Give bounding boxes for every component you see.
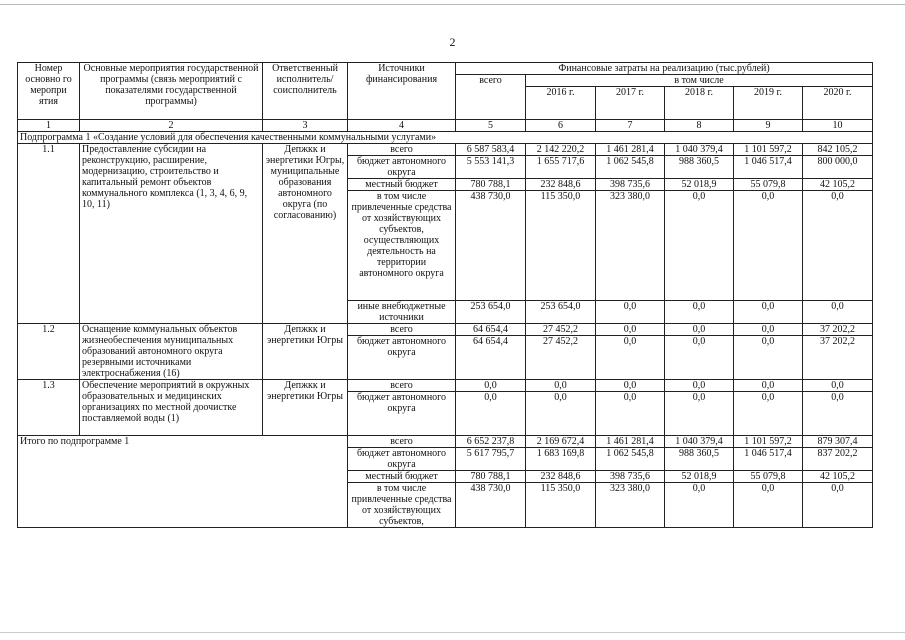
total-label: Итого по подпрограмме 1 — [18, 436, 348, 528]
amount-cell: 800 000,0 — [803, 156, 873, 179]
amount-cell: 0,0 — [734, 392, 803, 436]
column-number: 2 — [80, 120, 263, 132]
funding-source: бюджет автономного округа — [348, 392, 456, 436]
header-col-executor: Ответственный исполнитель/ соисполнитель — [263, 63, 348, 120]
funding-source: всего — [348, 380, 456, 392]
activity-number: 1.1 — [18, 144, 80, 324]
funding-source: бюджет автономного округа — [348, 336, 456, 380]
header-col-num: Номер основно го меропри ятия — [18, 63, 80, 120]
amount-cell: 0,0 — [665, 301, 734, 324]
amount-cell: 2 169 672,4 — [526, 436, 596, 448]
activity-number: 1.3 — [18, 380, 80, 436]
amount-cell: 0,0 — [456, 380, 526, 392]
funding-source: местный бюджет — [348, 179, 456, 191]
column-number: 1 — [18, 120, 80, 132]
amount-cell: 323 380,0 — [596, 191, 665, 301]
activity-description: Предоставление субсидии на реконструкцию, расширение, модернизацию, строительство и капитальный ремонт объектов коммунального комплекса (1, 3, 4, 6, 9, 10, 11) — [80, 144, 263, 324]
amount-cell: 37 202,2 — [803, 324, 873, 336]
amount-cell: 55 079,8 — [734, 471, 803, 483]
responsible-executor: Депжкк и энергетики Югры, муниципальные образования автономного округа (по согласованию) — [263, 144, 348, 324]
amount-cell: 0,0 — [734, 483, 803, 528]
header-col-source: Источники финансирования — [348, 63, 456, 120]
subprogram-title: Подпрограмма 1 «Создание условий для обеспечения качественными коммунальными услугами» — [18, 132, 873, 144]
amount-cell: 398 735,6 — [596, 179, 665, 191]
amount-cell: 0,0 — [456, 392, 526, 436]
amount-cell: 0,0 — [665, 483, 734, 528]
funding-source: местный бюджет — [348, 471, 456, 483]
financing-table — [17, 62, 873, 528]
amount-cell: 842 105,2 — [803, 144, 873, 156]
amount-cell: 0,0 — [734, 301, 803, 324]
amount-cell: 0,0 — [596, 301, 665, 324]
header-year: 2019 г. — [734, 87, 803, 120]
amount-cell: 55 079,8 — [734, 179, 803, 191]
amount-cell: 1 062 545,8 — [596, 156, 665, 179]
column-number: 4 — [348, 120, 456, 132]
table-row — [18, 380, 873, 392]
amount-cell: 64 654,4 — [456, 336, 526, 380]
amount-cell: 0,0 — [596, 380, 665, 392]
amount-cell: 52 018,9 — [665, 179, 734, 191]
header-col-including: в том числе — [526, 75, 873, 87]
amount-cell: 1 046 517,4 — [734, 448, 803, 471]
amount-cell: 1 040 379,4 — [665, 144, 734, 156]
amount-cell: 253 654,0 — [526, 301, 596, 324]
amount-cell: 1 461 281,4 — [596, 436, 665, 448]
scan-bottom-edge — [0, 632, 905, 633]
header-year: 2018 г. — [665, 87, 734, 120]
amount-cell: 52 018,9 — [665, 471, 734, 483]
amount-cell: 42 105,2 — [803, 471, 873, 483]
table-row — [18, 324, 873, 336]
amount-cell: 988 360,5 — [665, 448, 734, 471]
amount-cell: 232 848,6 — [526, 179, 596, 191]
amount-cell: 0,0 — [665, 392, 734, 436]
funding-source: всего — [348, 436, 456, 448]
funding-source: всего — [348, 324, 456, 336]
amount-cell: 1 040 379,4 — [665, 436, 734, 448]
funding-source: в том числе привлеченные средства от хозяйствующих субъектов, осуществляющих деятельность на территории автономного округа — [348, 191, 456, 301]
amount-cell: 253 654,0 — [456, 301, 526, 324]
amount-cell: 2 142 220,2 — [526, 144, 596, 156]
funding-source: иные внебюджетные источники — [348, 301, 456, 324]
amount-cell: 5 553 141,3 — [456, 156, 526, 179]
amount-cell: 5 617 795,7 — [456, 448, 526, 471]
header-year: 2020 г. — [803, 87, 873, 120]
column-number: 10 — [803, 120, 873, 132]
amount-cell: 780 788,1 — [456, 179, 526, 191]
amount-cell: 0,0 — [803, 191, 873, 301]
amount-cell: 1 062 545,8 — [596, 448, 665, 471]
amount-cell: 323 380,0 — [596, 483, 665, 528]
funding-source: в том числе привлеченные средства от хозяйствующих субъектов, — [348, 483, 456, 528]
amount-cell: 1 046 517,4 — [734, 156, 803, 179]
amount-cell: 0,0 — [734, 324, 803, 336]
amount-cell: 6 587 583,4 — [456, 144, 526, 156]
amount-cell: 232 848,6 — [526, 471, 596, 483]
amount-cell: 27 452,2 — [526, 324, 596, 336]
amount-cell: 0,0 — [803, 301, 873, 324]
column-number-row — [18, 120, 873, 132]
amount-cell: 37 202,2 — [803, 336, 873, 380]
amount-cell: 438 730,0 — [456, 191, 526, 301]
amount-cell: 879 307,4 — [803, 436, 873, 448]
column-number: 5 — [456, 120, 526, 132]
amount-cell: 398 735,6 — [596, 471, 665, 483]
activity-description: Оснащение коммунальных объектов жизнеобеспечения муниципальных образований автономного округа резервными источниками электроснабжения (16) — [80, 324, 263, 380]
total-row — [18, 436, 873, 448]
amount-cell: 988 360,5 — [665, 156, 734, 179]
amount-cell: 0,0 — [665, 380, 734, 392]
header-col-costs: Финансовые затраты на реализацию (тыс.рублей) — [456, 63, 873, 75]
amount-cell: 0,0 — [734, 191, 803, 301]
amount-cell: 0,0 — [526, 380, 596, 392]
amount-cell: 115 350,0 — [526, 191, 596, 301]
table-row — [18, 144, 873, 156]
column-number: 8 — [665, 120, 734, 132]
activity-description: Обеспечение мероприятий в окружных образовательных и медицинских организациях по местной доочистке поставляемой воды (1) — [80, 380, 263, 436]
amount-cell: 0,0 — [734, 336, 803, 380]
page-number: 2 — [449, 35, 456, 49]
amount-cell: 115 350,0 — [526, 483, 596, 528]
amount-cell: 0,0 — [596, 324, 665, 336]
amount-cell: 1 683 169,8 — [526, 448, 596, 471]
amount-cell: 1 101 597,2 — [734, 144, 803, 156]
amount-cell: 438 730,0 — [456, 483, 526, 528]
header-year: 2017 г. — [596, 87, 665, 120]
column-number: 6 — [526, 120, 596, 132]
amount-cell: 0,0 — [803, 483, 873, 528]
amount-cell: 837 202,2 — [803, 448, 873, 471]
amount-cell: 780 788,1 — [456, 471, 526, 483]
column-number: 7 — [596, 120, 665, 132]
responsible-executor: Депжкк и энергетики Югры — [263, 324, 348, 380]
amount-cell: 0,0 — [734, 380, 803, 392]
table-body — [18, 63, 873, 528]
header-year: 2016 г. — [526, 87, 596, 120]
funding-source: бюджет автономного округа — [348, 156, 456, 179]
column-number: 3 — [263, 120, 348, 132]
amount-cell: 1 101 597,2 — [734, 436, 803, 448]
amount-cell: 0,0 — [803, 392, 873, 436]
amount-cell: 0,0 — [665, 324, 734, 336]
activity-number: 1.2 — [18, 324, 80, 380]
amount-cell: 64 654,4 — [456, 324, 526, 336]
funding-source: бюджет автономного округа — [348, 448, 456, 471]
header-col-activities: Основные мероприятия государственной программы (связь мероприятий с показателями государственной программы) — [80, 63, 263, 120]
amount-cell: 0,0 — [596, 336, 665, 380]
amount-cell: 42 105,2 — [803, 179, 873, 191]
responsible-executor: Депжкк и энергетики Югры — [263, 380, 348, 436]
amount-cell: 0,0 — [526, 392, 596, 436]
subprogram-row — [18, 132, 873, 144]
amount-cell: 0,0 — [665, 191, 734, 301]
amount-cell: 6 652 237,8 — [456, 436, 526, 448]
amount-cell: 0,0 — [803, 380, 873, 392]
funding-source: всего — [348, 144, 456, 156]
amount-cell: 1 461 281,4 — [596, 144, 665, 156]
amount-cell: 27 452,2 — [526, 336, 596, 380]
header-col-total: всего — [456, 75, 526, 120]
column-number: 9 — [734, 120, 803, 132]
amount-cell: 0,0 — [596, 392, 665, 436]
scan-top-edge — [0, 4, 905, 5]
header-row-1 — [18, 63, 873, 75]
amount-cell: 1 655 717,6 — [526, 156, 596, 179]
amount-cell: 0,0 — [665, 336, 734, 380]
